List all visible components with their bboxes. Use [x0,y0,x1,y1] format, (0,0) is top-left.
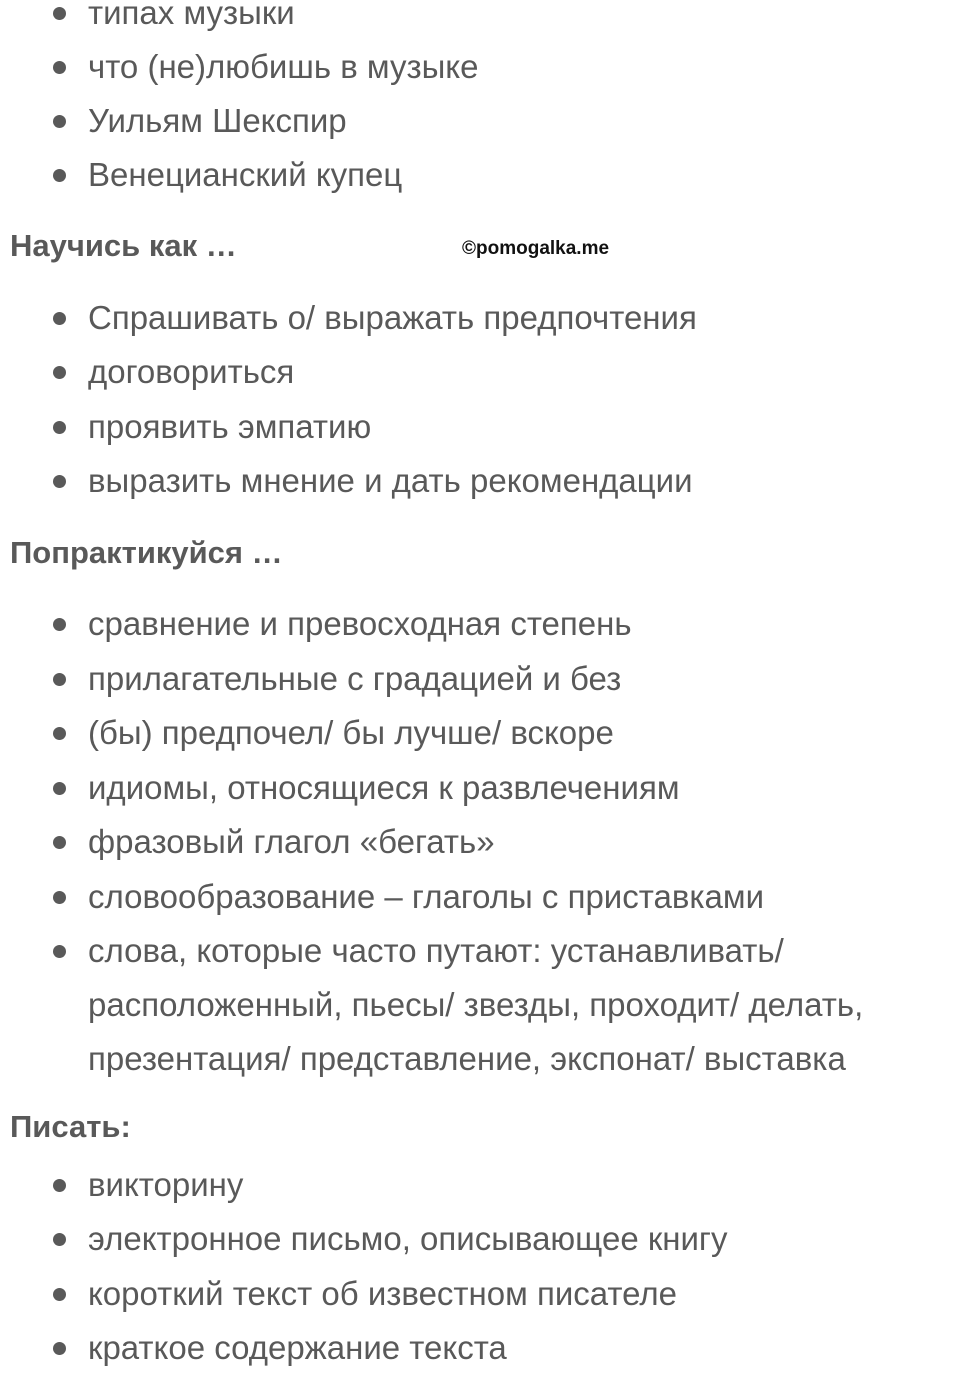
list-item-line: презентация/ представление, экспонат/ выставка [88,1040,846,1077]
list-item: Спрашивать о/ выражать предпочтения [88,291,697,345]
list-item: что (не)любишь в музыке [88,40,478,94]
list-item: викторину [88,1158,243,1212]
section-heading-write: Писать: [10,1109,131,1144]
list-item: электронное письмо, описывающее книгу [88,1212,727,1266]
list-item: Уильям Шекспир [88,94,347,148]
list-item-line: расположенный, пьесы/ звезды, проходит/ делать, [88,986,864,1023]
watermark: ©pomogalka.me [462,238,610,259]
section-heading-learn: Научись как … [10,228,237,263]
list-item: словообразование – глаголы с приставками [88,870,764,924]
list-item: Венецианский купец [88,148,402,202]
list-item: договориться [88,345,294,399]
list-item: прилагательные с градацией и без [88,652,621,706]
list-item: фразовый глагол «бегать» [88,815,495,869]
list-item: типах музыки [88,0,295,40]
list-item-line: слова, которые часто путают: устанавливать/ [88,932,784,969]
list-item: выразить мнение и дать рекомендации [88,454,693,508]
list-item: сравнение и превосходная степень [88,597,632,651]
list-item-multiline [88,924,948,1086]
list-item: проявить эмпатию [88,400,371,454]
section-heading-practice: Попрактикуйся … [10,535,283,570]
list-item: короткий текст об известном писателе [88,1267,677,1321]
list-item: краткое содержание текста [88,1321,507,1375]
list-item: (бы) предпочел/ бы лучше/ вскоре [88,706,614,760]
list-item: идиомы, относящиеся к развлечениям [88,761,680,815]
